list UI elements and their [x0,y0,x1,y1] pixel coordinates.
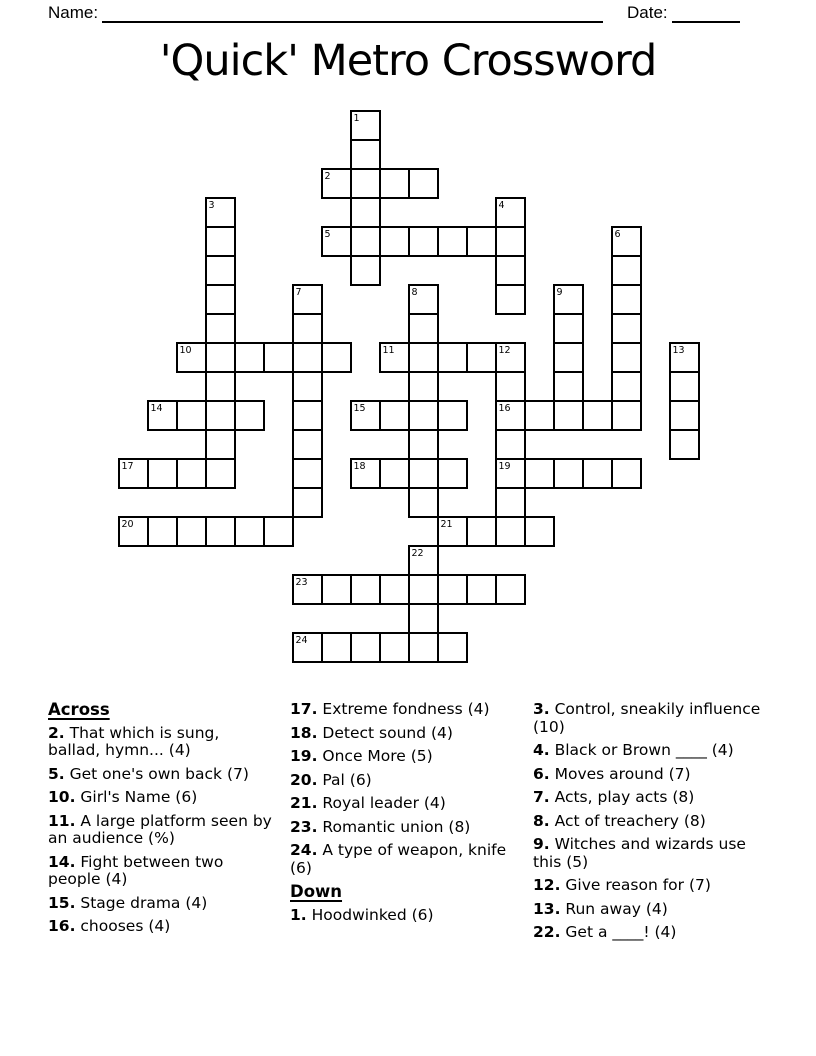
crossword-grid [118,110,700,663]
clue-number: 21. [290,794,318,812]
clue-number: 22. [533,923,561,941]
grid-cell[interactable] [206,430,235,459]
cell-number: 5 [324,229,331,240]
grid-cell[interactable] [351,633,380,662]
clue-text: Act of treachery (8) [549,811,706,830]
grid-cell[interactable] [409,372,438,401]
grid-cell[interactable] [496,517,525,546]
grid-cell[interactable] [409,227,438,256]
grid-cell[interactable] [467,575,496,604]
grid-cell[interactable] [438,343,467,372]
clue-text: Give reason for (7) [560,876,711,894]
cell-number: 19 [498,461,511,472]
grid-cell[interactable] [235,401,264,430]
cell-number: 13 [672,345,685,356]
clue-item-24 [290,842,526,877]
name-blank-line[interactable] [102,2,603,23]
cell-number: 10 [179,345,192,356]
clue-number: 9. [533,835,550,853]
clue-text: Once More (5) [317,747,433,765]
grid-cell[interactable] [148,459,177,488]
clue-column-3 [533,701,763,948]
grid-cell[interactable] [351,198,380,227]
grid-cell[interactable] [351,140,380,169]
clue-number: 7. [533,788,550,806]
clue-text: Hoodwinked (6) [306,905,434,924]
grid-cell[interactable] [380,227,409,256]
grid-cell[interactable] [612,372,641,401]
clue-text: Get a ____! (4) [560,923,677,941]
grid-cell[interactable] [612,285,641,314]
grid-cell[interactable] [206,372,235,401]
grid-cell[interactable] [554,401,583,430]
clue-number: 6. [533,764,550,783]
grid-cell[interactable] [467,227,496,256]
cell-number: 15 [353,403,366,414]
grid-cell[interactable] [380,459,409,488]
grid-cell[interactable] [496,575,525,604]
clue-number: 13. [533,899,561,918]
grid-cell[interactable] [409,488,438,517]
clue-text: Detect sound (4) [317,723,453,742]
grid-cell[interactable] [670,430,699,459]
clue-item-18 [290,725,526,743]
grid-cell[interactable] [409,459,438,488]
clue-item-6 [533,766,763,784]
grid-cell[interactable] [438,575,467,604]
grid-cell[interactable] [409,633,438,662]
grid-cell[interactable] [293,459,322,488]
clue-item-8 [533,813,763,831]
clue-item-19 [290,748,526,766]
grid-cell[interactable] [206,517,235,546]
clue-text: Black or Brown ____ (4) [549,741,734,759]
grid-cell[interactable] [438,401,467,430]
grid-cell[interactable] [351,575,380,604]
clue-item-14 [48,854,276,889]
grid-cell[interactable] [206,256,235,285]
cell-number: 23 [295,577,308,588]
grid-cell[interactable] [583,401,612,430]
grid-cell[interactable] [293,314,322,343]
clue-item-3 [533,701,763,736]
grid-cell[interactable] [177,401,206,430]
cell-number: 6 [614,229,621,240]
clue-number: 8. [533,811,550,830]
cell-number: 8 [411,287,418,298]
cell-number: 21 [440,519,453,530]
cell-number: 2 [324,171,331,182]
clue-item-22 [533,924,763,942]
grid-cell[interactable] [322,575,351,604]
grid-cell[interactable] [206,285,235,314]
clue-text: Extreme fondness (4) [317,700,490,718]
grid-cell[interactable] [409,343,438,372]
date-blank-line[interactable] [672,2,740,23]
cell-number: 1 [353,113,360,124]
grid-cell[interactable] [380,633,409,662]
grid-cell[interactable] [409,169,438,198]
grid-cell[interactable] [206,343,235,372]
clue-number: 17. [290,700,318,718]
clue-text: Royal leader (4) [317,794,446,812]
grid-cell[interactable] [438,227,467,256]
clue-item-4 [533,742,763,760]
grid-cell[interactable] [438,633,467,662]
grid-cell[interactable] [206,314,235,343]
cell-number: 16 [498,403,511,414]
clue-text: Control, sneakily influence (10) [533,700,761,736]
grid-cell[interactable] [467,517,496,546]
clue-item-13 [533,901,763,919]
grid-cell[interactable] [264,517,293,546]
grid-cell[interactable] [409,604,438,633]
cell-number: 18 [353,461,366,472]
clue-number: 24. [290,841,318,859]
cell-number: 17 [121,461,134,472]
grid-cell[interactable] [293,488,322,517]
grid-cell[interactable] [583,459,612,488]
grid-cell[interactable] [496,256,525,285]
clue-number: 5. [48,764,65,783]
name-label: Name: [48,3,99,22]
cell-number: 11 [382,345,395,356]
clue-number: 3. [533,700,550,718]
grid-cell[interactable] [177,459,206,488]
grid-cell[interactable] [496,285,525,314]
grid-cell[interactable] [554,314,583,343]
grid-cell[interactable] [235,343,264,372]
grid-cell[interactable] [612,256,641,285]
clue-item-23 [290,819,526,837]
grid-cell[interactable] [409,314,438,343]
clue-item-15 [48,895,276,913]
clue-column-2 [290,701,526,930]
clue-item-9 [533,836,763,871]
grid-cell[interactable] [206,227,235,256]
clue-item-12 [533,877,763,895]
clue-number: 10. [48,788,76,806]
grid-cell[interactable] [525,459,554,488]
clue-number: 20. [290,770,318,789]
grid-cell[interactable] [148,517,177,546]
clue-text: Acts, play acts (8) [549,788,695,806]
grid-cell[interactable] [496,227,525,256]
grid-cell[interactable] [612,401,641,430]
page-title: 'Quick' Metro Crossword [159,36,657,86]
clue-text: Get one's own back (7) [64,764,249,783]
grid-cell[interactable] [293,401,322,430]
grid-cell[interactable] [351,169,380,198]
grid-cell[interactable] [322,343,351,372]
grid-cell[interactable] [293,372,322,401]
grid-cell[interactable] [380,575,409,604]
grid-cell[interactable] [206,401,235,430]
clue-text: Girl's Name (6) [75,788,198,806]
down-heading: Down [290,882,343,901]
grid-cell[interactable] [235,517,264,546]
clue-number: 19. [290,747,318,765]
grid-cell[interactable] [496,372,525,401]
clue-number: 14. [48,852,76,871]
grid-cell[interactable] [612,459,641,488]
grid-cell[interactable] [409,575,438,604]
clue-item-2 [48,725,276,760]
grid-cell[interactable] [554,459,583,488]
clue-text: chooses (4) [75,917,171,935]
grid-cell[interactable] [264,343,293,372]
grid-cell[interactable] [525,401,554,430]
clue-text: Run away (4) [560,899,668,918]
grid-cell[interactable] [467,343,496,372]
clue-item-7 [533,789,763,807]
grid-cell[interactable] [496,488,525,517]
clue-item-5 [48,766,276,784]
clue-item-11 [48,813,276,848]
cell-number: 7 [295,287,302,298]
grid-cell[interactable] [409,401,438,430]
clue-column-1 [48,701,276,942]
cell-number: 24 [295,635,308,646]
clue-text: That which is sung, ballad, hymn... (4) [48,723,220,759]
grid-cell[interactable] [670,401,699,430]
grid-cell[interactable] [293,430,322,459]
cell-number: 22 [411,548,424,559]
grid-cell[interactable] [612,343,641,372]
date-label: Date: [627,3,668,22]
clue-item-10 [48,789,276,807]
cell-number: 12 [498,345,511,356]
clue-text: Fight between two people (4) [48,852,224,888]
grid-cell[interactable] [525,517,554,546]
grid-cell[interactable] [612,314,641,343]
clue-number: 18. [290,723,318,742]
clue-text: A large platform seen by an audience (%) [48,811,272,847]
grid-cell[interactable] [380,401,409,430]
grid-cell[interactable] [322,633,351,662]
grid-cell[interactable] [670,372,699,401]
across-heading: Across [48,700,110,719]
grid-cell[interactable] [206,459,235,488]
clue-item-20 [290,772,526,790]
clue-number: 16. [48,917,76,935]
cell-number: 4 [498,200,505,211]
grid-cell[interactable] [351,227,380,256]
cell-number: 20 [121,519,134,530]
clue-item-1 [290,907,526,925]
clue-number: 2. [48,723,65,742]
clue-item-16 [48,918,276,936]
cell-number: 3 [208,200,215,211]
grid-cell[interactable] [293,343,322,372]
grid-cell[interactable] [496,430,525,459]
cell-number: 14 [150,403,163,414]
clue-text: A type of weapon, knife (6) [290,841,507,877]
grid-cell[interactable] [380,169,409,198]
grid-cell[interactable] [554,372,583,401]
clue-text: Romantic union (8) [317,817,471,836]
clue-number: 11. [48,811,76,830]
grid-cell[interactable] [409,430,438,459]
cell-number: 9 [556,287,563,298]
clue-number: 15. [48,893,76,912]
clue-text: Stage drama (4) [75,893,208,912]
clue-text: Witches and wizards use this (5) [533,835,746,871]
clue-number: 1. [290,905,307,924]
clue-text: Pal (6) [317,770,372,789]
clue-number: 4. [533,741,550,759]
grid-cell[interactable] [177,517,206,546]
clue-text: Moves around (7) [549,764,691,783]
grid-cell[interactable] [438,459,467,488]
clue-item-21 [290,795,526,813]
clue-number: 23. [290,817,318,836]
clue-number: 12. [533,876,561,894]
grid-cell[interactable] [554,343,583,372]
grid-cell[interactable] [351,256,380,285]
clue-item-17 [290,701,526,719]
